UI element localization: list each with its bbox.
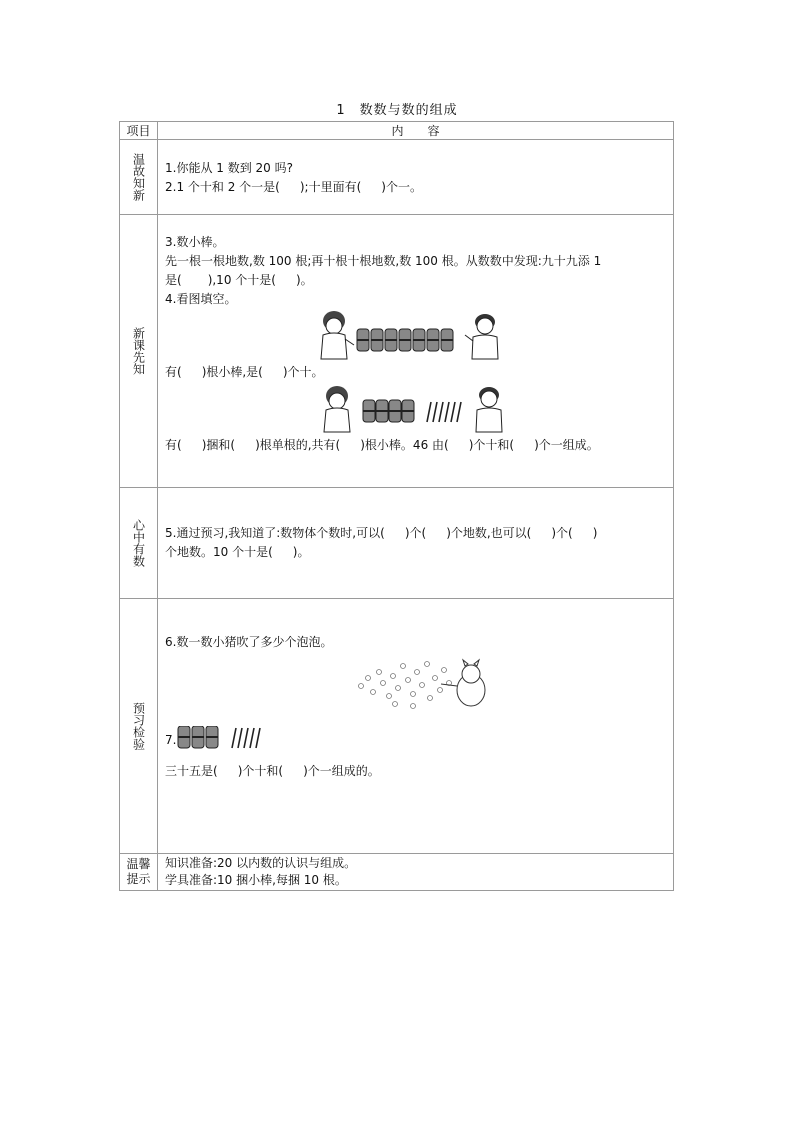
page-title: 1 数数与数的组成 [336, 103, 458, 118]
category-tips: 温馨 提示 [126, 857, 151, 886]
sticks-illustration [176, 726, 286, 750]
table-row [120, 215, 674, 488]
question-7-fill: 三十五是( )个十和( )个一组成的。 [165, 764, 380, 778]
boy-figure [465, 314, 498, 359]
question-3-title: 3.数小棒。 [165, 235, 225, 249]
question-5-line2: 个地数。10 个十是( )。 [165, 545, 310, 559]
question-5-line1: 5.通过预习,我知道了:数物体个数时,可以( )个( )个地数,也可以( )个( ) [165, 526, 598, 540]
question-7: 7. [165, 726, 667, 750]
boy-figure [476, 387, 502, 432]
question-3-line1: 先一根一根地数,数 100 根;再十根十根地数,数 100 根。从数数中发现:九十九添 1 [165, 254, 602, 268]
category-check: 预习检验 [131, 702, 146, 750]
table-row [120, 599, 674, 854]
figure-pig-bubbles [165, 652, 667, 718]
bubbles [359, 662, 452, 709]
girl-figure [324, 386, 350, 432]
single-sticks [232, 728, 260, 748]
pig-bubbles-illustration [165, 652, 705, 718]
question-1: 1.你能从 1 数到 20 吗? [165, 161, 293, 175]
figure-seven-bundles [165, 309, 667, 363]
figure-four-bundles-six-sticks [165, 384, 667, 436]
category-preview: 新课先知 [131, 327, 146, 375]
table-row [120, 140, 674, 215]
figure-bundles-and-sticks [165, 384, 705, 436]
table-header [120, 122, 674, 140]
tip-knowledge: 知识准备:20 以内数的认识与组成。 [165, 856, 357, 870]
lesson-table [119, 121, 674, 891]
table-row [120, 488, 674, 599]
category-understanding: 心中有数 [131, 519, 146, 567]
question-2: 2.1 个十和 2 个一是( );十里面有( )个一。 [165, 180, 422, 194]
question-4-fill-2: 有( )捆和( )根单根的,共有( )根小棒。46 由( )个十和( )个一组成。 [165, 438, 599, 452]
bundle-group [357, 329, 453, 351]
tip-tools: 学具准备:10 捆小棒,每捆 10 根。 [165, 873, 347, 887]
question-4-title: 4.看图填空。 [165, 292, 237, 306]
question-4-fill-1: 有( )根小棒,是( )个十。 [165, 365, 324, 379]
single-sticks [427, 402, 461, 422]
bundle-group [178, 726, 218, 748]
bundle-group [363, 400, 414, 422]
figure-girl-boy-bundles [165, 309, 705, 363]
category-review: 温故知新 [131, 153, 146, 201]
question-3-line2: 是( ),10 个十是( )。 [165, 273, 313, 287]
header-content: 内 容 [158, 122, 674, 140]
girl-figure [321, 311, 354, 359]
question-6: 6.数一数小猪吹了多少个泡泡。 [165, 635, 333, 649]
table-row [120, 854, 674, 891]
header-item: 项目 [120, 122, 158, 140]
